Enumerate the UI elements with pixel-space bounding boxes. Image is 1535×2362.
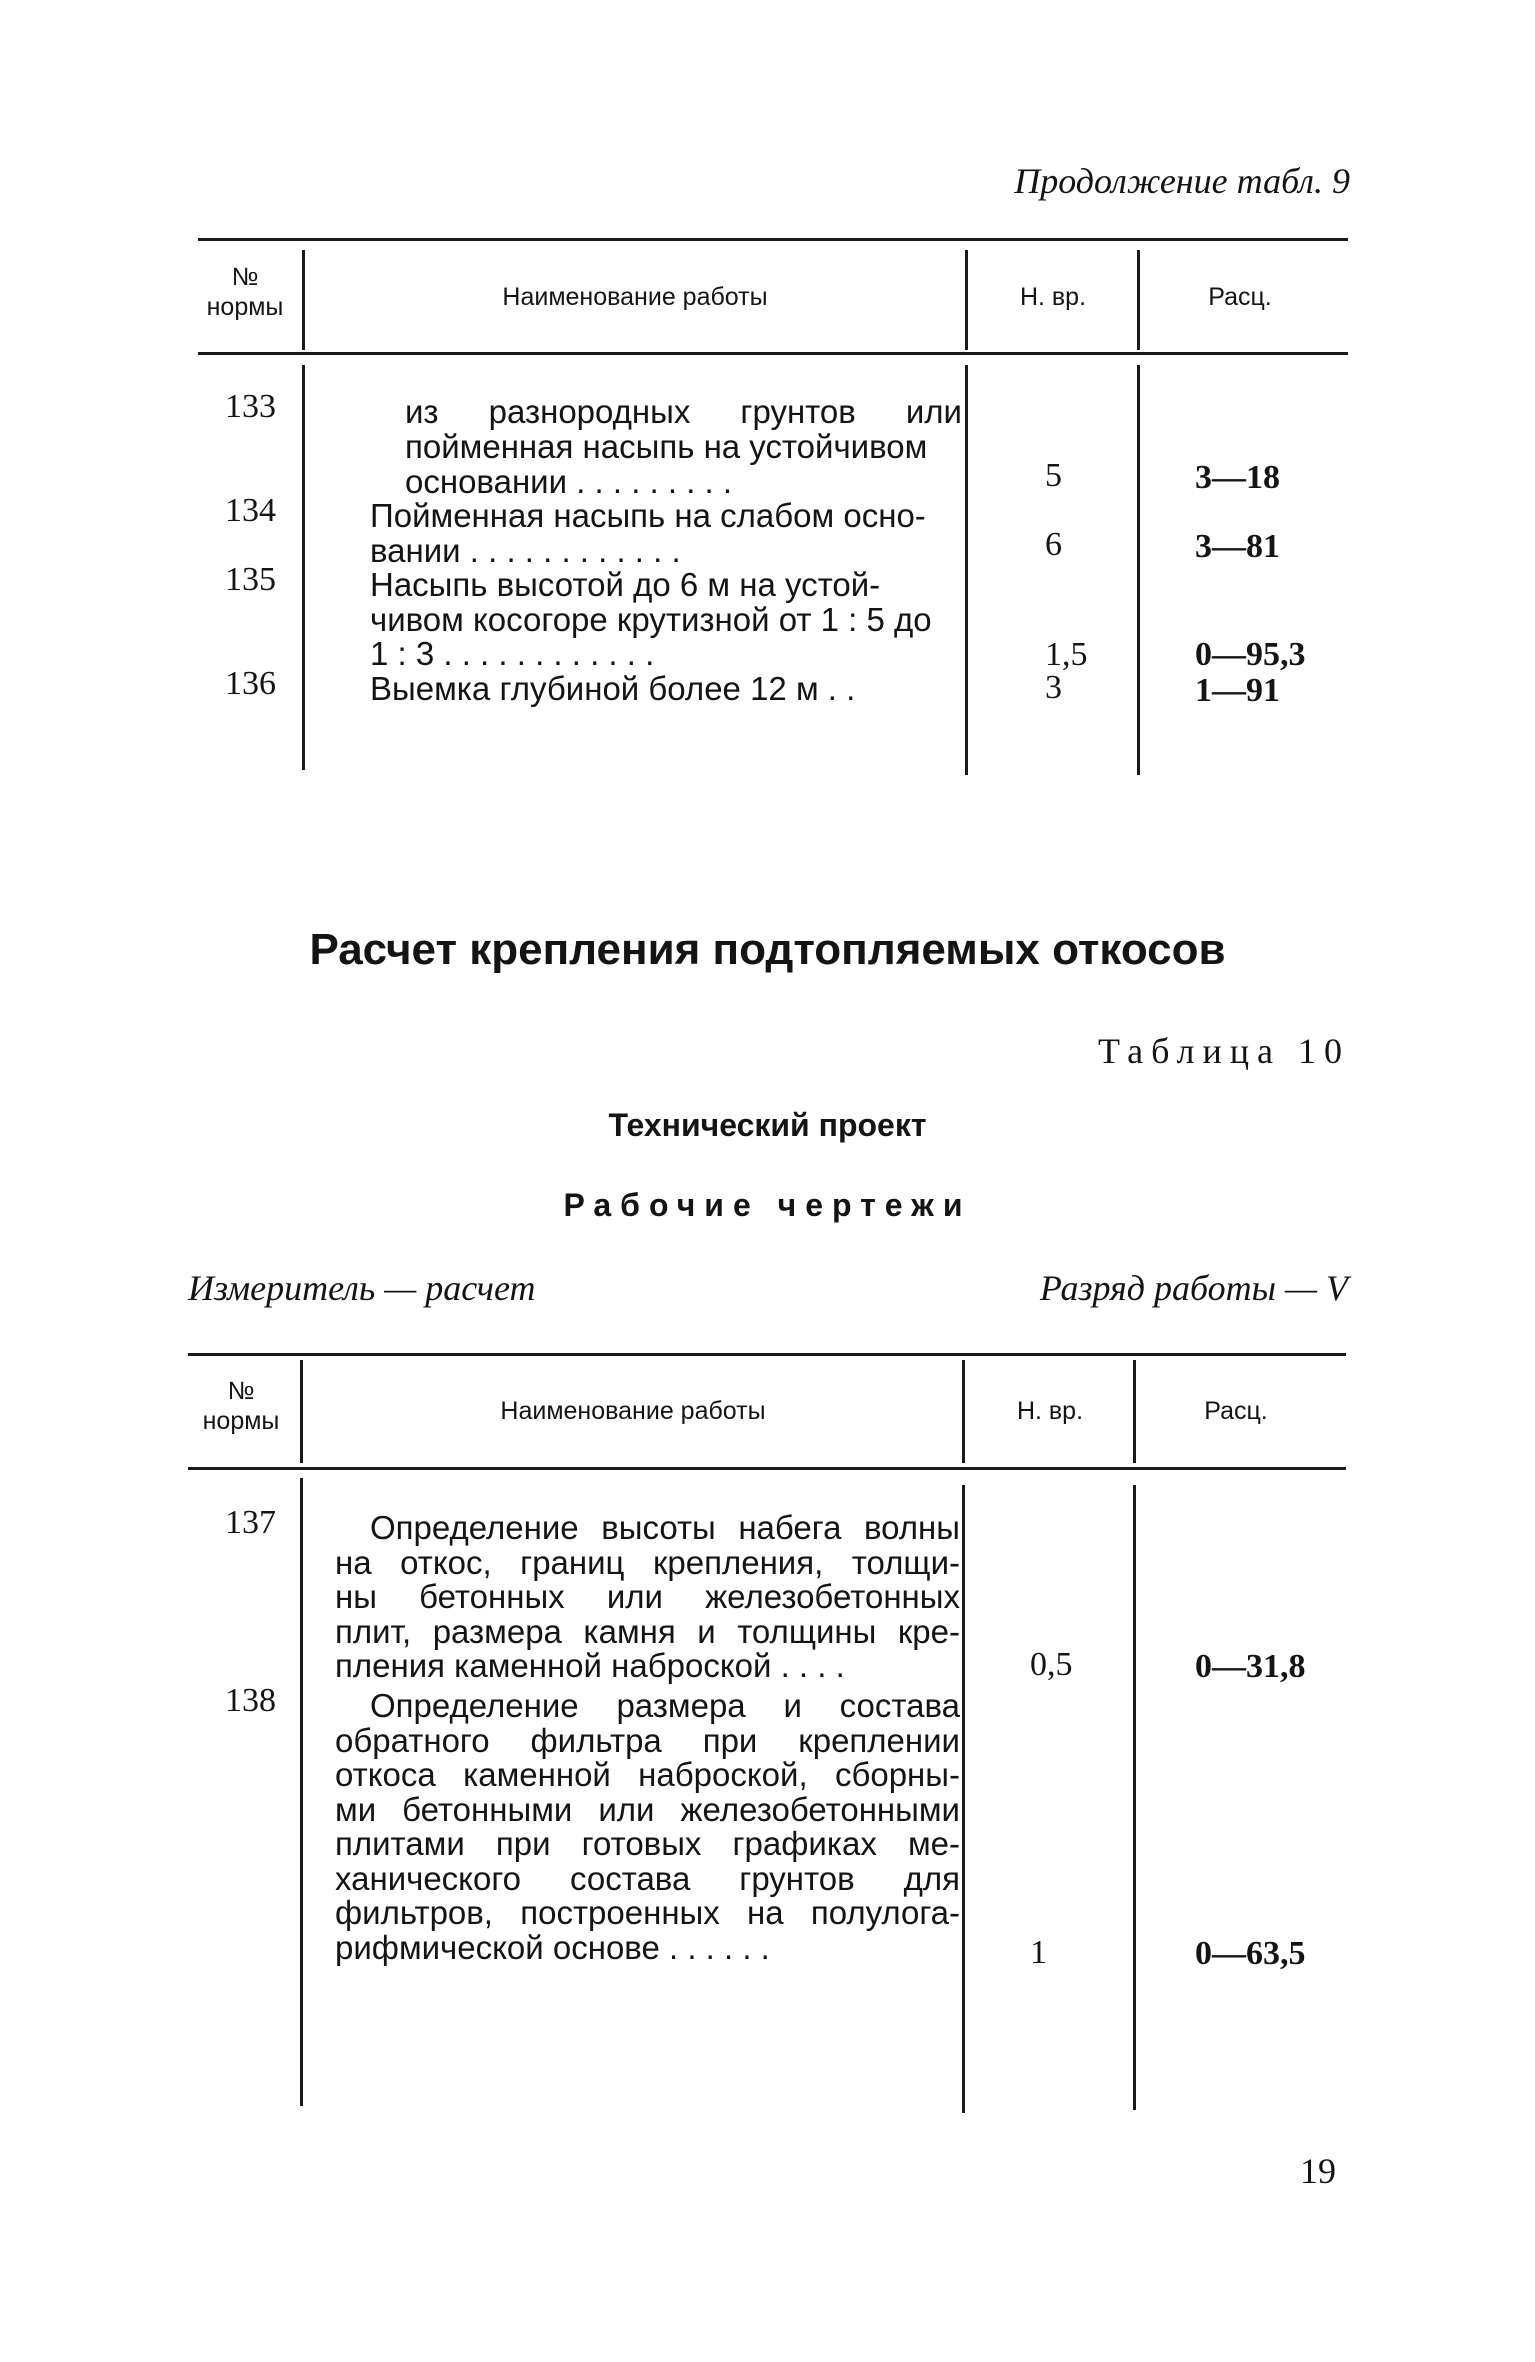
text-line: ми бетонными или железобетонными	[335, 1790, 960, 1828]
norm-number: 135	[225, 561, 276, 598]
header-time-norm: Н. вр.	[1016, 1397, 1084, 1425]
norm-number: 134	[225, 492, 276, 529]
header-norm-no-label: нормы	[206, 293, 284, 321]
column-divider	[1133, 1485, 1136, 2110]
work-description	[335, 1689, 960, 1965]
rate-value: 3—81	[1195, 528, 1280, 565]
header-norm-no-symbol: №	[231, 263, 259, 291]
norm-number: 133	[225, 388, 276, 425]
time-norm-value: 5	[1045, 457, 1062, 494]
table-header-rule	[198, 352, 1348, 355]
subtitle-technical-project: Технический проект	[608, 1107, 927, 1143]
time-norm-value: 1	[1030, 1934, 1047, 1971]
text-line: Насыпь высотой до 6 м на устой-	[370, 566, 881, 603]
text-line: фильтров, построенных на полулога-	[335, 1894, 960, 1931]
measure-unit: Измеритель — расчет	[188, 1268, 536, 1308]
text-line: пления каменной наброской . . . .	[335, 1647, 845, 1684]
work-description	[370, 672, 962, 707]
column-divider	[302, 365, 305, 770]
subtitle-working-drawings: Рабочие чертежи	[563, 1187, 972, 1223]
time-norm-value: 3	[1045, 669, 1062, 706]
column-divider	[300, 1478, 303, 2106]
header-work-name: Наименование работы	[500, 1397, 766, 1425]
table-header-rule	[188, 1467, 1346, 1470]
text-line: на откос, границ крепления, толщи-	[335, 1543, 960, 1581]
norm-number: 137	[225, 1504, 276, 1541]
page-number: 19	[1300, 2151, 1336, 2191]
text-line: пойменная насыпь на устойчивом	[405, 428, 928, 465]
work-description	[370, 499, 962, 568]
work-description	[335, 1511, 960, 1684]
header-norm-no-label: нормы	[202, 1407, 280, 1435]
section-title: Расчет крепления подтопляемых откосов	[309, 925, 1226, 974]
text-line: из разнородных грунтов или	[405, 393, 962, 430]
header-norm-no	[185, 1376, 297, 1436]
text-line: Выемка глубиной более 12 м . .	[370, 670, 856, 707]
rate-value: 1—91	[1195, 672, 1280, 709]
text-line: Определение высоты набега волны	[370, 1509, 960, 1546]
table-top-rule	[198, 238, 1348, 241]
continuation-caption: Продолжение табл. 9	[1014, 161, 1350, 201]
rate-value: 0—31,8	[1195, 1648, 1306, 1685]
rate-value: 0—95,3	[1195, 636, 1306, 673]
text-line: Определение размера и состава	[370, 1687, 960, 1724]
text-line: откоса каменной наброской, сборны-	[335, 1756, 960, 1793]
header-norm-no	[190, 262, 300, 322]
text-line: обратного фильтра при креплении	[335, 1721, 960, 1759]
text-line: плитами при готовых графиках ме-	[335, 1825, 960, 1862]
header-rate: Расц.	[1208, 283, 1272, 311]
text-line: вании . . . . . . . . . . . .	[370, 531, 681, 569]
norm-number: 138	[225, 1682, 276, 1719]
text-line: основании . . . . . . . . .	[405, 462, 733, 500]
table-10-label: Таблица 10	[1098, 1031, 1350, 1071]
work-description	[405, 430, 962, 499]
header-rate: Расц.	[1204, 1397, 1268, 1425]
text-line: чивом косогоре крутизной от 1 : 5 до	[370, 600, 932, 638]
column-divider	[962, 1485, 965, 2113]
work-grade: Разряд работы — V	[1039, 1268, 1348, 1308]
time-norm-value: 0,5	[1030, 1646, 1073, 1683]
rate-value: 0—63,5	[1195, 1935, 1306, 1972]
text-line: ны бетонных или железобетонных	[335, 1578, 960, 1615]
column-divider	[965, 365, 968, 775]
text-line: Пойменная насыпь на слабом осно-	[370, 497, 926, 534]
norm-number: 136	[225, 665, 276, 702]
table-top-rule	[188, 1353, 1346, 1356]
work-description	[370, 568, 962, 672]
header-time-norm: Н. вр.	[1019, 283, 1087, 311]
text-line: ханического состава грунтов для	[335, 1859, 960, 1897]
rate-value: 3—18	[1195, 459, 1280, 496]
work-description	[370, 395, 962, 430]
time-norm-value: 1,5	[1045, 636, 1088, 673]
text-line: рифмической основе . . . . . .	[335, 1928, 770, 1966]
column-divider	[1137, 365, 1140, 775]
header-norm-no-symbol: №	[227, 1377, 255, 1405]
text-line: плит, размера камня и толщины кре-	[335, 1612, 960, 1650]
header-work-name: Наименование работы	[502, 283, 768, 311]
time-norm-value: 6	[1045, 526, 1062, 563]
text-line: 1 : 3 . . . . . . . . . . . .	[370, 635, 655, 672]
